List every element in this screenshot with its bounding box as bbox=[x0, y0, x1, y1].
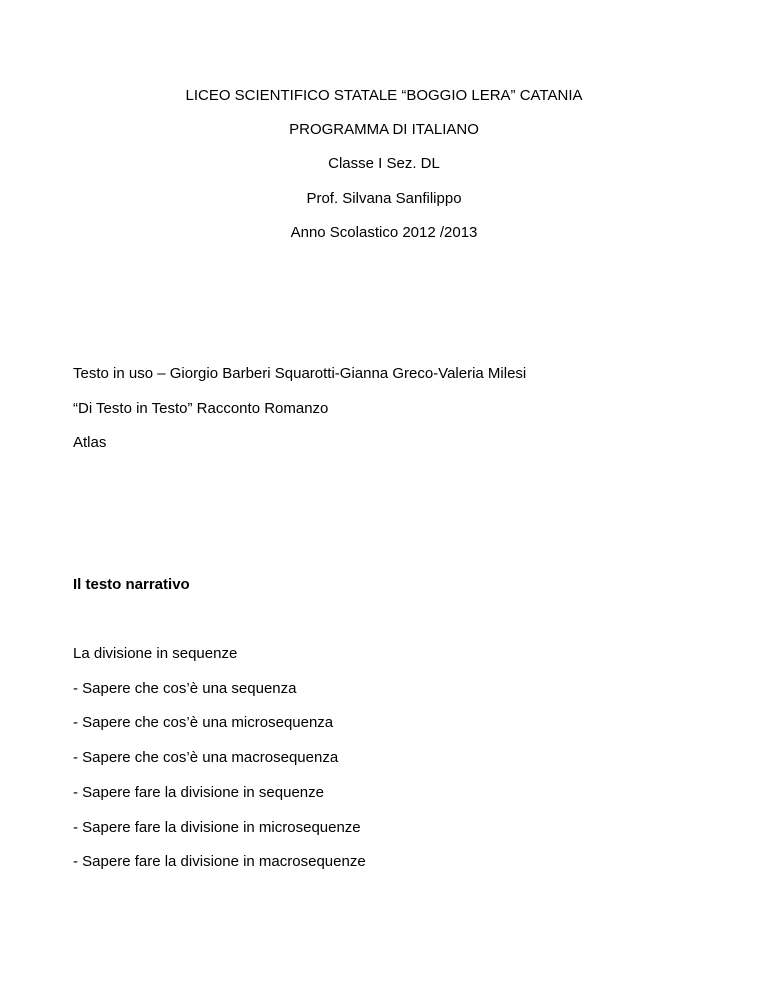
section-heading: Il testo narrativo bbox=[73, 576, 190, 593]
list-item: - Sapere fare la divisione in macrosequenze bbox=[73, 853, 366, 870]
textbook-publisher: Atlas bbox=[73, 434, 107, 451]
class-section: Classe I Sez. DL bbox=[328, 155, 440, 172]
section-subheading: La divisione in sequenze bbox=[73, 645, 238, 662]
list-item: - Sapere fare la divisione in microsequenze bbox=[73, 819, 361, 836]
list-item: - Sapere che cos’è una macrosequenza bbox=[73, 749, 339, 766]
textbook-authors: Testo in uso – Giorgio Barberi Squarotti-Gianna Greco-Valeria Milesi bbox=[73, 365, 527, 382]
list-item: - Sapere che cos’è una sequenza bbox=[73, 680, 297, 697]
program-title: PROGRAMMA DI ITALIANO bbox=[289, 121, 479, 138]
school-year: Anno Scolastico 2012 /2013 bbox=[290, 224, 478, 241]
textbook-title: “Di Testo in Testo” Racconto Romanzo bbox=[73, 400, 329, 417]
school-name: LICEO SCIENTIFICO STATALE “BOGGIO LERA” CATANIA bbox=[185, 87, 583, 104]
list-item: - Sapere che cos’è una microsequenza bbox=[73, 714, 334, 731]
list-item: - Sapere fare la divisione in sequenze bbox=[73, 784, 324, 801]
teacher-name: Prof. Silvana Sanfilippo bbox=[306, 190, 462, 207]
